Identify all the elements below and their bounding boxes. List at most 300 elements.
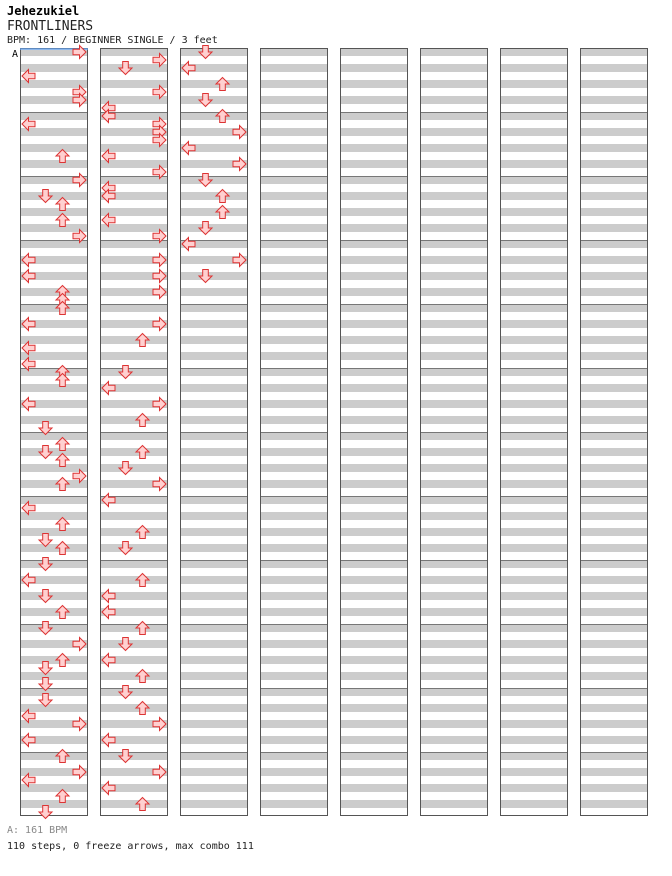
measure-stripe: [340, 720, 408, 728]
measure-stripe: [580, 400, 648, 408]
measure-stripe: [100, 624, 168, 632]
measure-stripe: [260, 144, 328, 152]
measure-stripe: [580, 496, 648, 504]
measure-stripe: [580, 176, 648, 184]
measure-stripe: [180, 624, 248, 632]
measure-stripe: [180, 80, 248, 88]
measure-stripe: [500, 688, 568, 696]
measure-stripe: [100, 464, 168, 472]
measure-stripe: [340, 160, 408, 168]
measure-stripe: [420, 320, 488, 328]
measure-stripe: [420, 80, 488, 88]
measure-stripe: [180, 576, 248, 584]
measure-stripe: [260, 208, 328, 216]
measure-stripe: [340, 800, 408, 808]
measure-stripe: [260, 688, 328, 696]
measure-stripe: [180, 784, 248, 792]
measure-stripe: [500, 96, 568, 104]
measure-stripe: [20, 224, 88, 232]
measure-stripe: [420, 720, 488, 728]
measure-stripe: [340, 752, 408, 760]
measure-stripe: [580, 688, 648, 696]
measure-stripe: [260, 432, 328, 440]
measure-stripe: [100, 560, 168, 568]
measure-stripe: [20, 448, 88, 456]
measure-stripe: [100, 336, 168, 344]
measure-stripe: [580, 720, 648, 728]
measure-stripe: [260, 640, 328, 648]
measure-stripe: [500, 704, 568, 712]
measure-stripe: [260, 96, 328, 104]
measure-stripe: [500, 320, 568, 328]
measure-stripe: [260, 160, 328, 168]
measure-stripe: [500, 128, 568, 136]
measure-stripe: [580, 368, 648, 376]
measure-stripe: [580, 96, 648, 104]
measure-stripe: [500, 80, 568, 88]
measure-stripe: [20, 368, 88, 376]
measure-stripe: [340, 528, 408, 536]
measure-stripe: [20, 144, 88, 152]
measure-stripe: [340, 496, 408, 504]
measure-stripe: [500, 528, 568, 536]
measure-stripe: [340, 464, 408, 472]
measure-stripe: [340, 128, 408, 136]
measure-stripe: [100, 640, 168, 648]
measure-stripe: [260, 704, 328, 712]
measure-stripe: [260, 352, 328, 360]
step-stats: 110 steps, 0 freeze arrows, max combo 111: [7, 841, 254, 852]
measure-stripe: [500, 176, 568, 184]
measure-stripe: [180, 720, 248, 728]
measure-stripe: [180, 352, 248, 360]
measure-stripe: [500, 48, 568, 56]
measure-stripe: [500, 208, 568, 216]
measure-stripe: [100, 176, 168, 184]
measure-stripe: [580, 464, 648, 472]
measure-stripe: [260, 800, 328, 808]
measure-stripe: [340, 768, 408, 776]
measure-stripe: [260, 112, 328, 120]
measure-stripe: [420, 160, 488, 168]
measure-stripe: [260, 784, 328, 792]
measure-stripe: [580, 560, 648, 568]
measure-stripe: [580, 544, 648, 552]
measure-stripe: [420, 672, 488, 680]
measure-stripe: [180, 544, 248, 552]
measure-stripe: [580, 736, 648, 744]
measure-stripe: [20, 384, 88, 392]
measure-stripe: [420, 576, 488, 584]
measure-stripe: [580, 336, 648, 344]
measure-stripe: [500, 608, 568, 616]
measure-stripe: [580, 256, 648, 264]
chart-column: [420, 48, 488, 816]
bpm-change-marker: A: [12, 49, 19, 60]
measure-stripe: [420, 496, 488, 504]
measure-stripe: [260, 512, 328, 520]
measure-stripe: [420, 48, 488, 56]
measure-stripe: [580, 768, 648, 776]
measure-stripe: [340, 624, 408, 632]
measure-stripe: [180, 640, 248, 648]
measure-stripe: [580, 432, 648, 440]
measure-stripe: [20, 208, 88, 216]
measure-stripe: [100, 144, 168, 152]
measure-stripe: [340, 512, 408, 520]
measure-stripe: [580, 80, 648, 88]
measure-stripe: [340, 656, 408, 664]
chart-column: [20, 48, 88, 816]
measure-stripe: [100, 576, 168, 584]
measure-stripe: [180, 704, 248, 712]
measure-stripe: [100, 672, 168, 680]
measure-stripe: [20, 512, 88, 520]
measure-stripe: [420, 352, 488, 360]
measure-stripe: [260, 320, 328, 328]
measure-stripe: [500, 672, 568, 680]
measure-stripe: [100, 688, 168, 696]
measure-stripe: [20, 240, 88, 248]
chart-column: [340, 48, 408, 816]
measure-stripe: [180, 304, 248, 312]
measure-stripe: [180, 208, 248, 216]
measure-stripe: [20, 64, 88, 72]
song-artist: Jehezukiel: [7, 4, 80, 18]
measure-stripe: [340, 688, 408, 696]
measure-stripe: [20, 544, 88, 552]
measure-stripe: [260, 496, 328, 504]
measure-stripe: [420, 752, 488, 760]
measure-stripe: [420, 736, 488, 744]
measure-stripe: [100, 48, 168, 56]
measure-stripe: [20, 336, 88, 344]
measure-stripe: [500, 480, 568, 488]
measure-stripe: [260, 448, 328, 456]
measure-stripe: [420, 592, 488, 600]
measure-stripe: [500, 784, 568, 792]
measure-stripe: [100, 512, 168, 520]
chart-column: [500, 48, 568, 816]
measure-stripe: [420, 464, 488, 472]
measure-stripe: [420, 640, 488, 648]
measure-stripe: [100, 304, 168, 312]
measure-stripe: [260, 560, 328, 568]
measure-stripe: [260, 304, 328, 312]
measure-stripe: [500, 576, 568, 584]
measure-stripe: [580, 672, 648, 680]
measure-stripe: [580, 112, 648, 120]
measure-stripe: [180, 528, 248, 536]
measure-stripe: [420, 432, 488, 440]
measure-stripe: [100, 544, 168, 552]
measure-stripe: [100, 704, 168, 712]
measure-stripe: [100, 96, 168, 104]
measure-stripe: [340, 80, 408, 88]
measure-stripe: [580, 192, 648, 200]
measure-stripe: [180, 176, 248, 184]
measure-stripe: [180, 736, 248, 744]
measure-stripe: [500, 272, 568, 280]
measure-stripe: [340, 240, 408, 248]
measure-stripe: [340, 448, 408, 456]
measure-stripe: [260, 64, 328, 72]
measure-stripe: [500, 304, 568, 312]
measure-stripe: [20, 432, 88, 440]
measure-stripe: [420, 704, 488, 712]
measure-stripe: [260, 416, 328, 424]
measure-stripe: [100, 752, 168, 760]
measure-stripe: [340, 592, 408, 600]
measure-stripe: [500, 768, 568, 776]
measure-stripe: [20, 80, 88, 88]
measure-stripe: [340, 96, 408, 104]
measure-stripe: [20, 128, 88, 136]
measure-stripe: [20, 800, 88, 808]
chart-column: [260, 48, 328, 816]
measure-stripe: [340, 432, 408, 440]
measure-stripe: [500, 160, 568, 168]
measure-stripe: [100, 528, 168, 536]
measure-stripe: [20, 704, 88, 712]
measure-stripe: [500, 384, 568, 392]
measure-stripe: [500, 192, 568, 200]
bpm-legend: A: 161 BPM: [7, 825, 68, 836]
measure-stripe: [260, 720, 328, 728]
measure-stripe: [20, 688, 88, 696]
measure-stripe: [420, 528, 488, 536]
measure-stripe: [420, 384, 488, 392]
measure-stripe: [580, 224, 648, 232]
measure-stripe: [340, 672, 408, 680]
measure-stripe: [180, 48, 248, 56]
measure-stripe: [420, 272, 488, 280]
measure-stripe: [260, 576, 328, 584]
measure-stripe: [180, 112, 248, 120]
measure-stripe: [340, 608, 408, 616]
measure-stripe: [340, 640, 408, 648]
measure-stripe: [180, 800, 248, 808]
measure-stripe: [580, 272, 648, 280]
measure-stripe: [260, 608, 328, 616]
measure-stripe: [580, 352, 648, 360]
measure-stripe: [340, 336, 408, 344]
measure-stripe: [580, 448, 648, 456]
measure-stripe: [260, 768, 328, 776]
measure-stripe: [340, 576, 408, 584]
measure-stripe: [20, 528, 88, 536]
measure-stripe: [340, 384, 408, 392]
measure-stripe: [580, 608, 648, 616]
measure-stripe: [340, 112, 408, 120]
measure-stripe: [20, 752, 88, 760]
measure-stripe: [420, 480, 488, 488]
measure-stripe: [420, 64, 488, 72]
measure-stripe: [420, 544, 488, 552]
measure-stripe: [260, 480, 328, 488]
measure-stripe: [340, 304, 408, 312]
measure-stripe: [180, 400, 248, 408]
measure-stripe: [500, 288, 568, 296]
measure-stripe: [20, 672, 88, 680]
measure-stripe: [500, 112, 568, 120]
measure-stripe: [20, 288, 88, 296]
measure-stripe: [340, 736, 408, 744]
measure-stripe: [580, 592, 648, 600]
measure-stripe: [260, 384, 328, 392]
measure-stripe: [340, 560, 408, 568]
measure-stripe: [260, 624, 328, 632]
measure-stripe: [260, 736, 328, 744]
measure-stripe: [180, 320, 248, 328]
measure-stripe: [180, 384, 248, 392]
measure-stripe: [340, 368, 408, 376]
measure-stripe: [180, 496, 248, 504]
measure-stripe: [100, 80, 168, 88]
measure-stripe: [420, 288, 488, 296]
measure-stripe: [500, 624, 568, 632]
measure-stripe: [340, 256, 408, 264]
measure-stripe: [260, 368, 328, 376]
measure-stripe: [500, 736, 568, 744]
measure-stripe: [180, 560, 248, 568]
measure-stripe: [420, 96, 488, 104]
measure-stripe: [580, 144, 648, 152]
measure-stripe: [340, 416, 408, 424]
measure-stripe: [180, 608, 248, 616]
measure-stripe: [20, 608, 88, 616]
measure-stripe: [420, 400, 488, 408]
measure-stripe: [420, 656, 488, 664]
measure-stripe: [180, 432, 248, 440]
measure-stripe: [260, 272, 328, 280]
measure-stripe: [500, 640, 568, 648]
measure-stripe: [420, 224, 488, 232]
measure-stripe: [420, 688, 488, 696]
measure-stripe: [580, 384, 648, 392]
measure-stripe: [420, 176, 488, 184]
measure-stripe: [20, 352, 88, 360]
measure-stripe: [420, 608, 488, 616]
measure-stripe: [340, 144, 408, 152]
measure-stripe: [420, 256, 488, 264]
measure-stripe: [340, 784, 408, 792]
measure-stripe: [500, 432, 568, 440]
measure-stripe: [500, 64, 568, 72]
measure-stripe: [20, 112, 88, 120]
measure-stripe: [100, 160, 168, 168]
measure-stripe: [340, 224, 408, 232]
measure-stripe: [580, 208, 648, 216]
measure-stripe: [500, 800, 568, 808]
measure-stripe: [180, 272, 248, 280]
measure-stripe: [100, 208, 168, 216]
measure-stripe: [500, 496, 568, 504]
measure-stripe: [340, 352, 408, 360]
measure-stripe: [580, 240, 648, 248]
measure-stripe: [260, 256, 328, 264]
measure-stripe: [180, 592, 248, 600]
measure-stripe: [420, 416, 488, 424]
measure-stripe: [500, 352, 568, 360]
measure-stripe: [100, 64, 168, 72]
measure-stripe: [420, 784, 488, 792]
measure-stripe: [20, 784, 88, 792]
measure-stripe: [20, 464, 88, 472]
measure-stripe: [500, 400, 568, 408]
measure-stripe: [420, 768, 488, 776]
measure-stripe: [500, 336, 568, 344]
measure-stripe: [580, 528, 648, 536]
measure-stripe: [260, 752, 328, 760]
measure-stripe: [420, 208, 488, 216]
measure-stripe: [180, 288, 248, 296]
chart-column: [580, 48, 648, 816]
measure-stripe: [180, 752, 248, 760]
measure-stripe: [340, 320, 408, 328]
measure-stripe: [260, 224, 328, 232]
chart-info: BPM: 161 / BEGINNER SINGLE / 3 feet: [7, 35, 218, 46]
measure-stripe: [180, 224, 248, 232]
measure-stripe: [180, 688, 248, 696]
measure-stripe: [100, 368, 168, 376]
measure-stripe: [420, 624, 488, 632]
measure-stripe: [420, 448, 488, 456]
measure-stripe: [100, 800, 168, 808]
song-title: FRONTLINERS: [7, 19, 94, 34]
measure-stripe: [420, 240, 488, 248]
measure-stripe: [420, 368, 488, 376]
measure-stripe: [500, 544, 568, 552]
measure-stripe: [340, 272, 408, 280]
measure-stripe: [420, 512, 488, 520]
measure-stripe: [580, 512, 648, 520]
measure-stripe: [20, 416, 88, 424]
measure-stripe: [100, 416, 168, 424]
measure-stripe: [340, 208, 408, 216]
measure-stripe: [580, 752, 648, 760]
measure-stripe: [580, 64, 648, 72]
measure-stripe: [20, 480, 88, 488]
measure-stripe: [580, 288, 648, 296]
measure-stripe: [580, 304, 648, 312]
measure-stripe: [20, 656, 88, 664]
measure-stripe: [180, 448, 248, 456]
chart-column: [100, 48, 168, 816]
measure-stripe: [180, 96, 248, 104]
measure-stripe: [260, 464, 328, 472]
measure-stripe: [340, 480, 408, 488]
measure-stripe: [20, 624, 88, 632]
measure-stripe: [20, 560, 88, 568]
measure-stripe: [100, 240, 168, 248]
measure-stripe: [180, 464, 248, 472]
measure-stripe: [420, 144, 488, 152]
measure-stripe: [500, 240, 568, 248]
measure-stripe: [260, 240, 328, 248]
measure-stripe: [260, 176, 328, 184]
measure-stripe: [500, 256, 568, 264]
measure-stripe: [180, 480, 248, 488]
measure-stripe: [580, 48, 648, 56]
measure-stripe: [260, 656, 328, 664]
measure-stripe: [580, 576, 648, 584]
measure-stripe: [580, 656, 648, 664]
measure-stripe: [420, 112, 488, 120]
measure-stripe: [500, 464, 568, 472]
measure-stripe: [500, 592, 568, 600]
measure-stripe: [260, 544, 328, 552]
